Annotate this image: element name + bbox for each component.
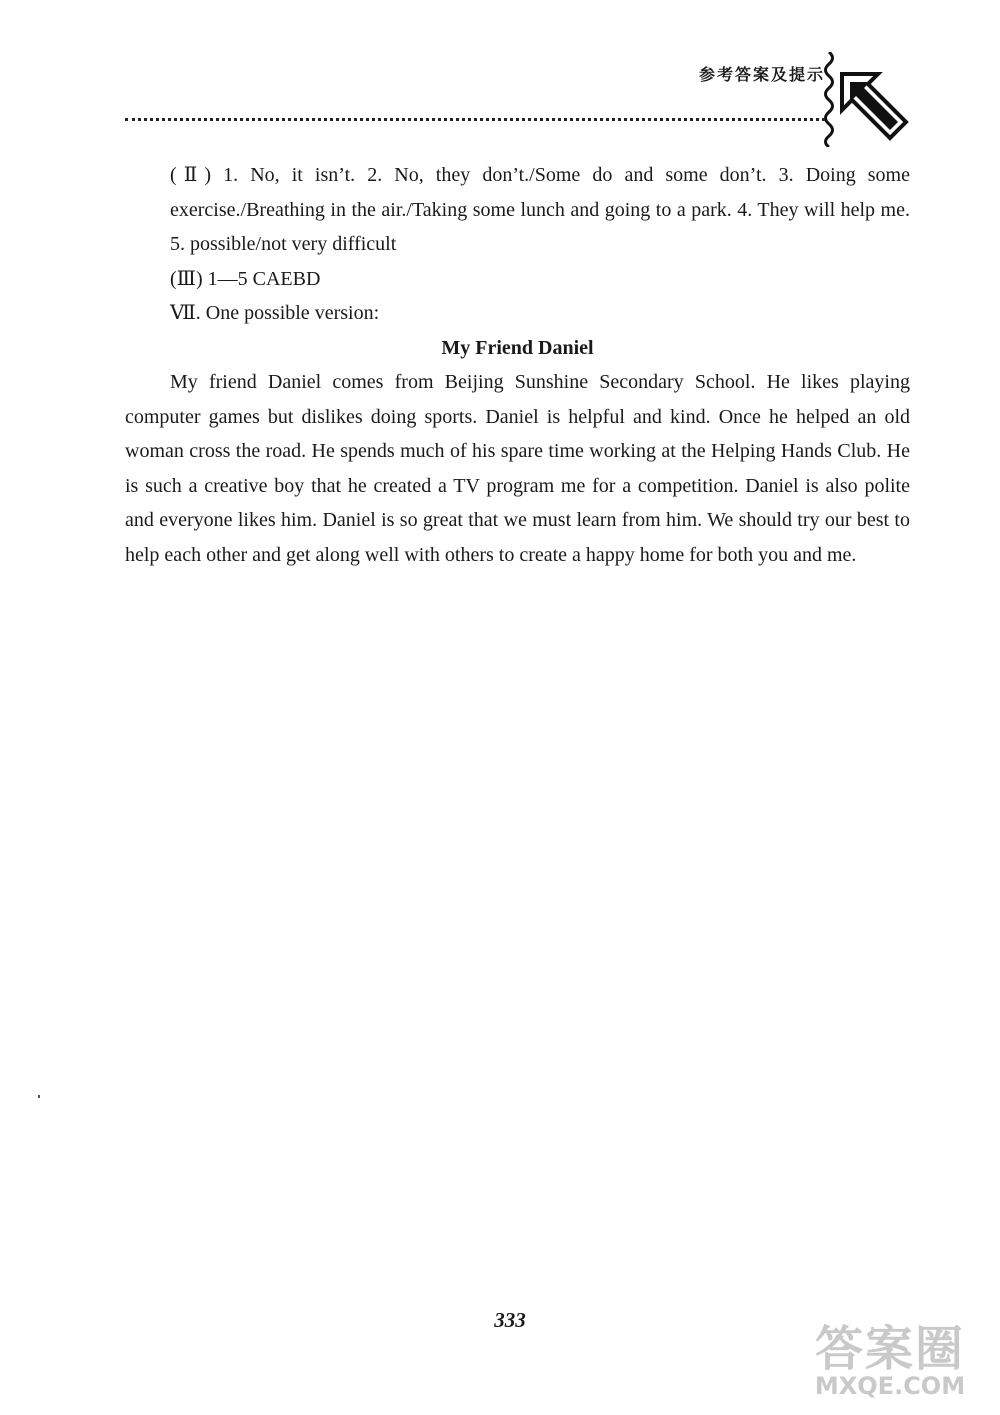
wavy-line-icon: [820, 52, 838, 147]
essay-title: My Friend Daniel: [441, 336, 594, 359]
essay-body: My friend Daniel comes from Beijing Sunshine Secondary School. He likes playing computer games but dislikes doing sports. Daniel is helpful and kind. Once he helped an old woman cross the road. He spends much of his spare time working at the Helping Hands Club. He is such a creative boy that he created a TV program me for a competition. Daniel is also polite and everyone likes him. Daniel is so great that we must learn from him. We should try our best to help each other and get along well with others to create a happy home for both you and me.: [125, 371, 910, 566]
header-dotted-rule: [125, 118, 825, 121]
page-number: 333: [494, 1308, 526, 1332]
arrow-up-left-icon: [838, 70, 910, 142]
scan-speck: [38, 1095, 40, 1098]
watermark-text-cn: 答案圈: [814, 1321, 965, 1377]
answer-part-3: (Ⅲ) 1—5 CAEBD: [170, 267, 321, 290]
section-7-heading: Ⅶ. One possible version:: [170, 302, 380, 324]
running-header-title: 参考答案及提示: [698, 65, 825, 84]
answer-part-2: (Ⅱ) 1. No, it isn’t. 2. No, they don’t./Some do and some don’t. 3. Doing some exercise./Breathing in the air./Taking some lunch and going to a park. 4. They will help me. 5. possible/not very difficult: [170, 164, 910, 255]
watermark-logo: [800, 1310, 980, 1405]
answer-content: [125, 158, 910, 572]
watermark-text-url: MXQE.COM: [814, 1372, 966, 1400]
